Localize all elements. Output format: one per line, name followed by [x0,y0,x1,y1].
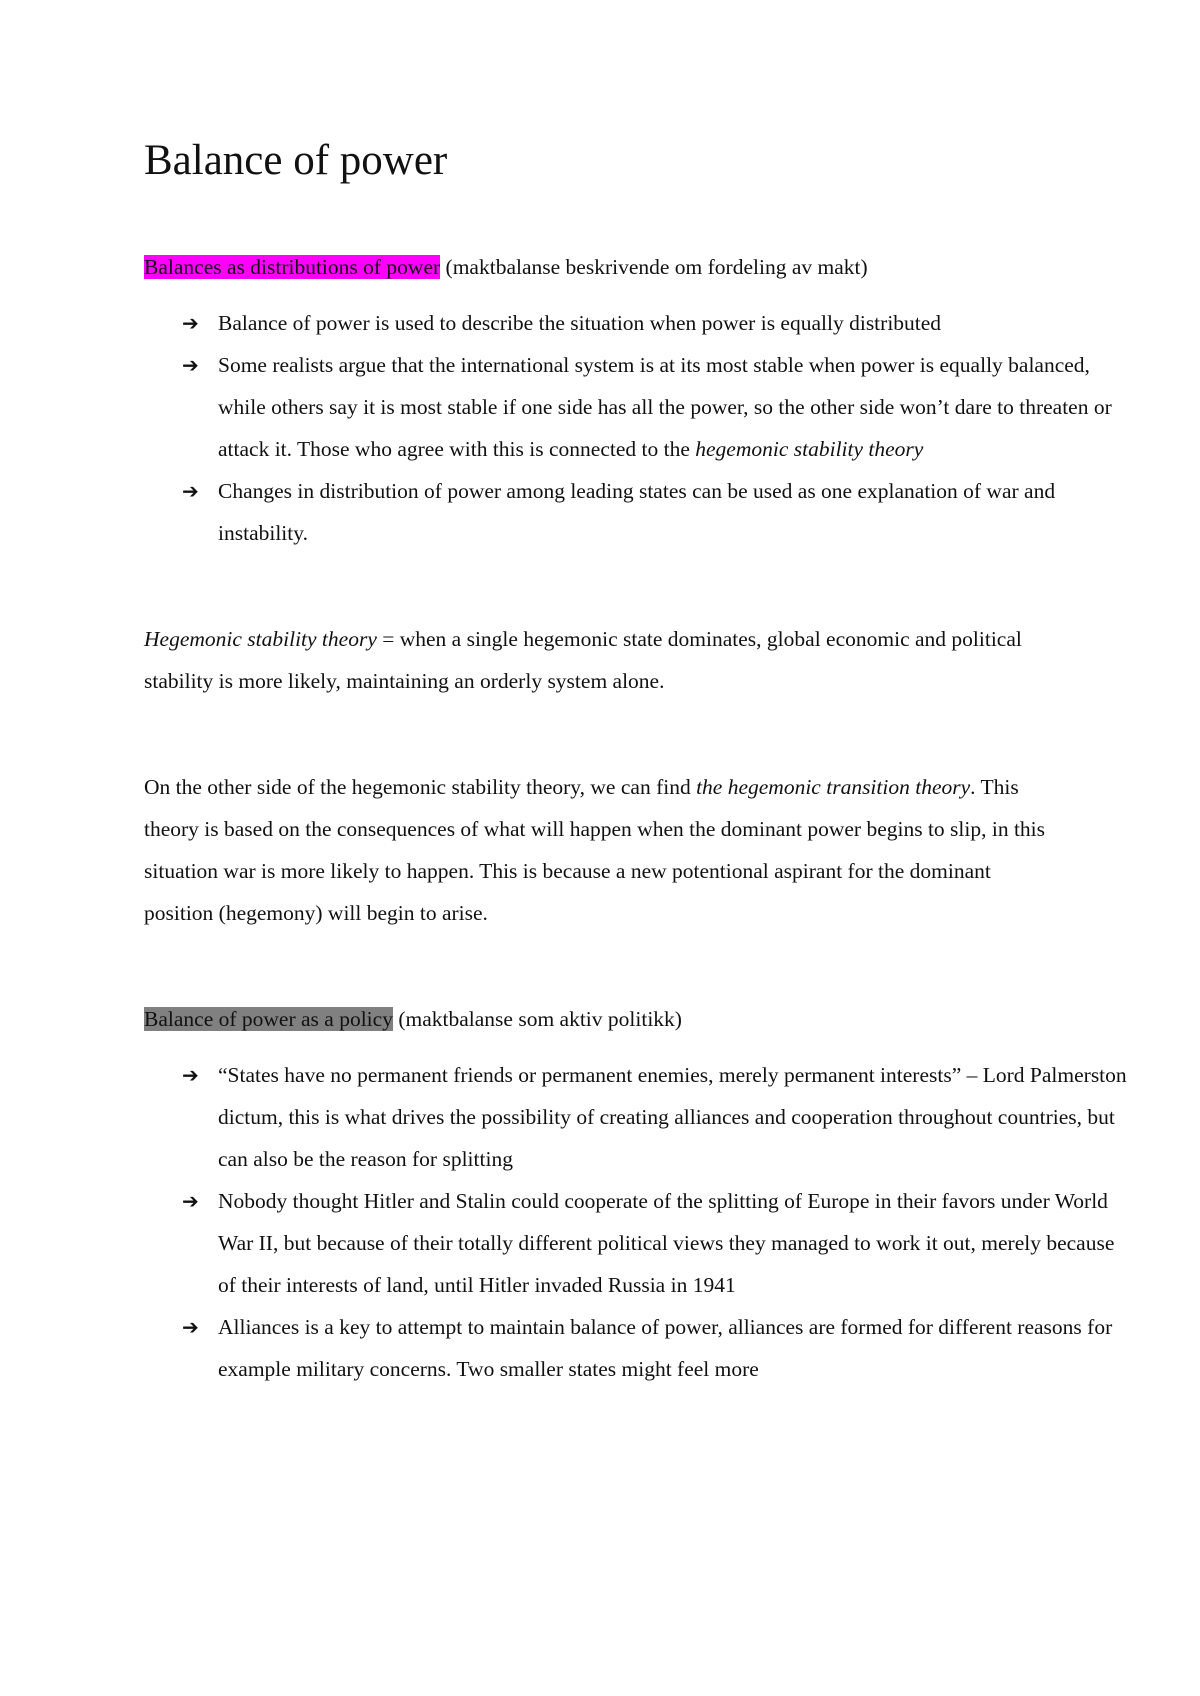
emphasis-term: the hegemonic transition theory [696,775,971,799]
paragraph-text: = when a single hegemonic state dominates, global economic and political stability is more likely, maintaining an orderly system alone. [144,627,1022,693]
list-item [182,1306,1134,1390]
list-item [182,344,1134,470]
arrow-right-icon: ➔ [182,311,199,335]
emphasis-term: hegemonic stability theory [695,437,924,461]
arrow-right-icon: ➔ [182,1063,199,1087]
section-heading-policy [144,998,1200,1040]
heading-note: (maktbalanse beskrivende om fordeling av makt) [440,255,868,279]
paragraph-text: . This theory is based on the consequences of what will happen when the dominant power begins to slip, in this situation war is more likely to happen. This is because a new potentional aspirant for the dominant position (hegemony) will begin to arise. [144,775,1046,925]
bullet-list-policy [144,1054,1134,1390]
arrow-right-icon: ➔ [182,1315,199,1339]
list-item-text: Balance of power is used to describe the situation when power is equally distributed [218,311,942,335]
document-title: Balance of power [144,137,448,184]
emphasis-term: Hegemonic stability theory [144,627,377,651]
list-item [182,1180,1134,1306]
list-item-text: “States have no permanent friends or permanent enemies, merely permanent interests” – Lord Palmerston dictum, this is what drives the possibility of creating alliances and cooperation throughout countries, but can also be the reason for splitting [218,1063,1127,1171]
heading-note: (maktbalanse som aktiv politikk) [392,1007,682,1031]
highlighted-heading: Balances as distributions of power [144,255,441,279]
bullet-list-distributions [144,302,1134,554]
arrow-right-icon: ➔ [182,353,199,377]
arrow-right-icon: ➔ [182,1189,199,1213]
list-item [182,470,1134,554]
list-item [182,1054,1134,1180]
list-item [182,302,1134,344]
list-item-text: Nobody thought Hitler and Stalin could cooperate of the splitting of Europe in their favors under World War II, but because of their totally different political views they managed to work it out, merely because of their interests of land, until Hitler invaded Russia in 1941 [218,1189,1115,1297]
list-item-text: Some realists argue that the international system is at its most stable when power is equally balanced, while others say it is most stable if one side has all the power, so the other side won’t dare to threaten or attack it. Those who agree with this is connected to the [218,353,1112,461]
paragraph-hegemonic-transition [144,766,1064,934]
section-heading-distributions [144,246,1200,288]
paragraph-text: On the other side of the hegemonic stability theory, we can find [144,775,697,799]
highlighted-heading: Balance of power as a policy [144,1007,393,1031]
list-item-text: Alliances is a key to attempt to maintain balance of power, alliances are formed for different reasons for example military concerns. Two smaller states might feel more [218,1315,1113,1381]
paragraph-hegemonic-stability [144,618,1064,702]
list-item-text: Changes in distribution of power among leading states can be used as one explanation of war and instability. [218,479,1056,545]
arrow-right-icon: ➔ [182,479,199,503]
